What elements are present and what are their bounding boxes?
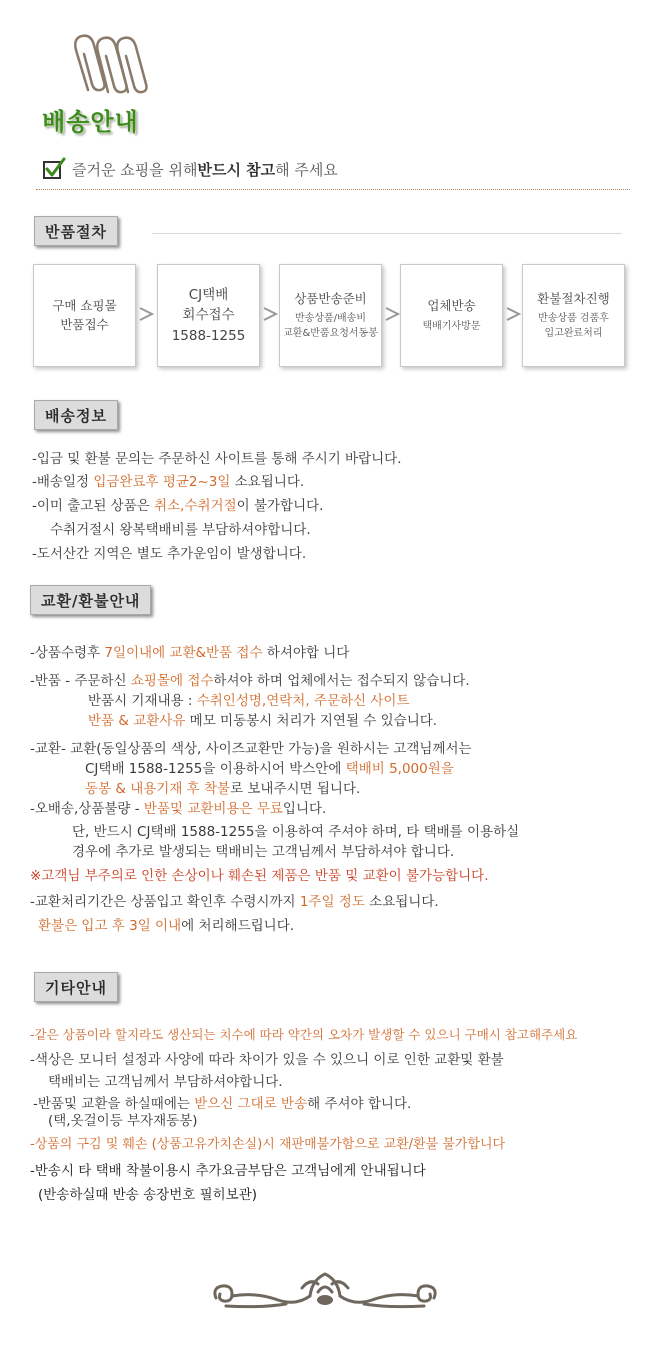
highlight-text: 취소,수취거절 <box>154 498 237 514</box>
text-line <box>85 757 454 777</box>
text-line: 경우에 추가로 발생되는 택배비는 고객님께서 부담하셔야 합니다. <box>72 844 455 860</box>
text-line <box>38 914 294 934</box>
text-line <box>88 709 437 729</box>
step-text: 1588-1255 <box>171 327 246 344</box>
process-step-4 <box>400 264 503 367</box>
step-text: 회수접수 <box>182 307 235 324</box>
page-title: 배송안내 <box>42 108 139 136</box>
step-text: 상품반송준비 <box>294 290 367 306</box>
subtitle-bold: 반드시 참고 <box>197 160 276 179</box>
step-text: CJ택배 <box>188 287 229 304</box>
section-tag-return-process: 반품절차 <box>34 216 118 246</box>
text-line: -교환- 교환(동일상품의 색상, 사이즈교환만 가능)을 원하시는 고객님께서는 <box>30 741 472 757</box>
process-step-3 <box>279 264 382 367</box>
step-subtext: 반송상품/배송비 <box>295 313 366 325</box>
text-span: -교환처리기간은 상품입고 확인후 수령시까지 <box>30 894 300 910</box>
step-subtext: 택배기사방문 <box>422 320 481 332</box>
step-subtext: 입고완료처리 <box>544 328 603 340</box>
text-span: 해 주셔야 합니다. <box>307 1096 412 1112</box>
text-line <box>32 494 323 514</box>
text-span: 입니다. <box>282 801 327 817</box>
text-line <box>88 689 410 709</box>
section-tag-shipping-info: 배송정보 <box>34 400 118 430</box>
text-span: -오배송,상품불량 - <box>30 801 144 817</box>
text-line: -같은 상품이라 할지라도 생산되는 치수에 따라 약간의 오차가 발생할 수 있으니 구매시 참고해주세요 <box>30 1027 578 1042</box>
subtitle-pre: 즐거운 쇼핑을 위해 <box>72 160 198 179</box>
highlight-text: 동봉 & 내용기재 후 착불 <box>85 781 231 797</box>
subtitle-post: 해 주세요 <box>275 160 338 179</box>
subtitle <box>42 154 338 184</box>
text-line <box>85 777 360 797</box>
highlight-text: 반품 & 교환사유 <box>88 713 186 729</box>
text-span: -반품 - 주문하신 <box>30 673 131 689</box>
text-span: 이 불가합니다. <box>236 498 324 514</box>
divider <box>36 189 630 190</box>
checkbox-icon <box>42 157 66 181</box>
text-line: -상품의 구김 및 훼손 (상품고유가치손실)시 재판매불가함으로 교환/환불 불가합니다 <box>30 1137 506 1152</box>
text-span: 로 보내주시면 됩니다. <box>230 781 361 797</box>
arrow-right-icon <box>504 305 522 323</box>
text-span: -상품수령후 <box>30 645 105 661</box>
text-line: -반송시 타 택배 착불이용시 추가요금부담은 고객님에게 안내됩니다 <box>30 1163 426 1179</box>
text-span: 반품시 기재내용 : <box>88 693 197 709</box>
text-span: -배송일정 <box>32 474 94 490</box>
text-span: 하셔야 하며 업체에서는 접수되지 않습니다. <box>213 673 470 689</box>
text-line: 수취거절시 왕복택배비를 부담하셔야합니다. <box>50 522 311 538</box>
highlight-text: 받으신 그대로 반송 <box>194 1096 308 1112</box>
section-tag-exchange-info: 교환/환불안내 <box>30 585 151 615</box>
text-line: 단, 반드시 CJ택배 1588-1255을 이용하여 주셔야 하며, 타 택배를 이용하실 <box>72 824 520 840</box>
paperclip-icon <box>70 30 160 100</box>
highlight-text: 택배비 5,000원을 <box>345 761 454 777</box>
text-line: 택배비는 고객님께서 부담하셔야합니다. <box>48 1074 283 1090</box>
step-text: 반품접수 <box>60 316 109 332</box>
text-line <box>30 797 326 817</box>
ornament-divider-icon <box>206 1266 444 1314</box>
text-span: 소요됩니다. <box>364 894 439 910</box>
text-span: CJ택배 1588-1255을 이용하시어 박스안에 <box>85 761 346 777</box>
text-line: -색상은 모니터 설정과 사양에 따라 차이가 있을 수 있으니 이로 인한 교환및 환불 <box>30 1052 504 1068</box>
highlight-text: 반품및 교환비용은 무료 <box>143 801 283 817</box>
highlight-text: 1주일 정도 <box>299 894 365 910</box>
section-tag-other-info: 기타안내 <box>34 972 118 1002</box>
process-step-5 <box>522 264 625 367</box>
highlight-text: 환불은 입고 후 3일 이내 <box>38 918 182 934</box>
text-span: 메모 미동봉시 처리가 지연될 수 있습니다. <box>185 713 438 729</box>
text-span: -반품및 교환을 하실때에는 <box>33 1096 195 1112</box>
highlight-text: 입금완료후 평균2~3일 <box>93 474 231 490</box>
warning-text: ※고객님 부주의로 인한 손상이나 훼손된 제품은 반품 및 교환이 불가능합니다. <box>30 868 489 884</box>
text-line <box>32 470 304 490</box>
text-line <box>30 890 439 910</box>
text-line: -도서산간 지역은 별도 추가운임이 발생합니다. <box>32 546 307 562</box>
arrow-right-icon <box>137 305 155 323</box>
text-span: 소요됩니다. <box>230 474 305 490</box>
highlight-text: 수취인성명,연락처, 주문하신 사이트 <box>196 693 410 709</box>
text-span: 에 처리해드립니다. <box>181 918 295 934</box>
text-line <box>30 641 349 661</box>
text-line <box>30 669 470 689</box>
section-rule <box>152 233 622 234</box>
text-line: (택,옷걸이등 부자재동봉) <box>48 1113 198 1129</box>
text-span: 하셔야합 니다 <box>262 645 350 661</box>
step-subtext: 교환&반품요청서동봉 <box>283 328 378 340</box>
step-text: 업체반송 <box>427 298 476 314</box>
arrow-right-icon <box>261 305 279 323</box>
process-step-1 <box>33 264 136 367</box>
step-text: 환불절차진행 <box>537 290 610 306</box>
step-text: 구매 쇼핑몰 <box>52 298 117 314</box>
step-subtext: 반송상품 검품후 <box>538 313 609 325</box>
text-line: -입금 및 환불 문의는 주문하신 사이트를 통해 주시기 바랍니다. <box>32 451 402 467</box>
text-line: (반송하실때 반송 송장번호 필히보관) <box>38 1187 258 1203</box>
highlight-text: 7일이내에 교환&반품 접수 <box>104 645 263 661</box>
highlight-text: 쇼핑몰에 접수 <box>130 673 214 689</box>
arrow-right-icon <box>383 305 401 323</box>
text-span: -이미 출고된 상품은 <box>32 498 155 514</box>
process-step-2 <box>157 264 260 367</box>
